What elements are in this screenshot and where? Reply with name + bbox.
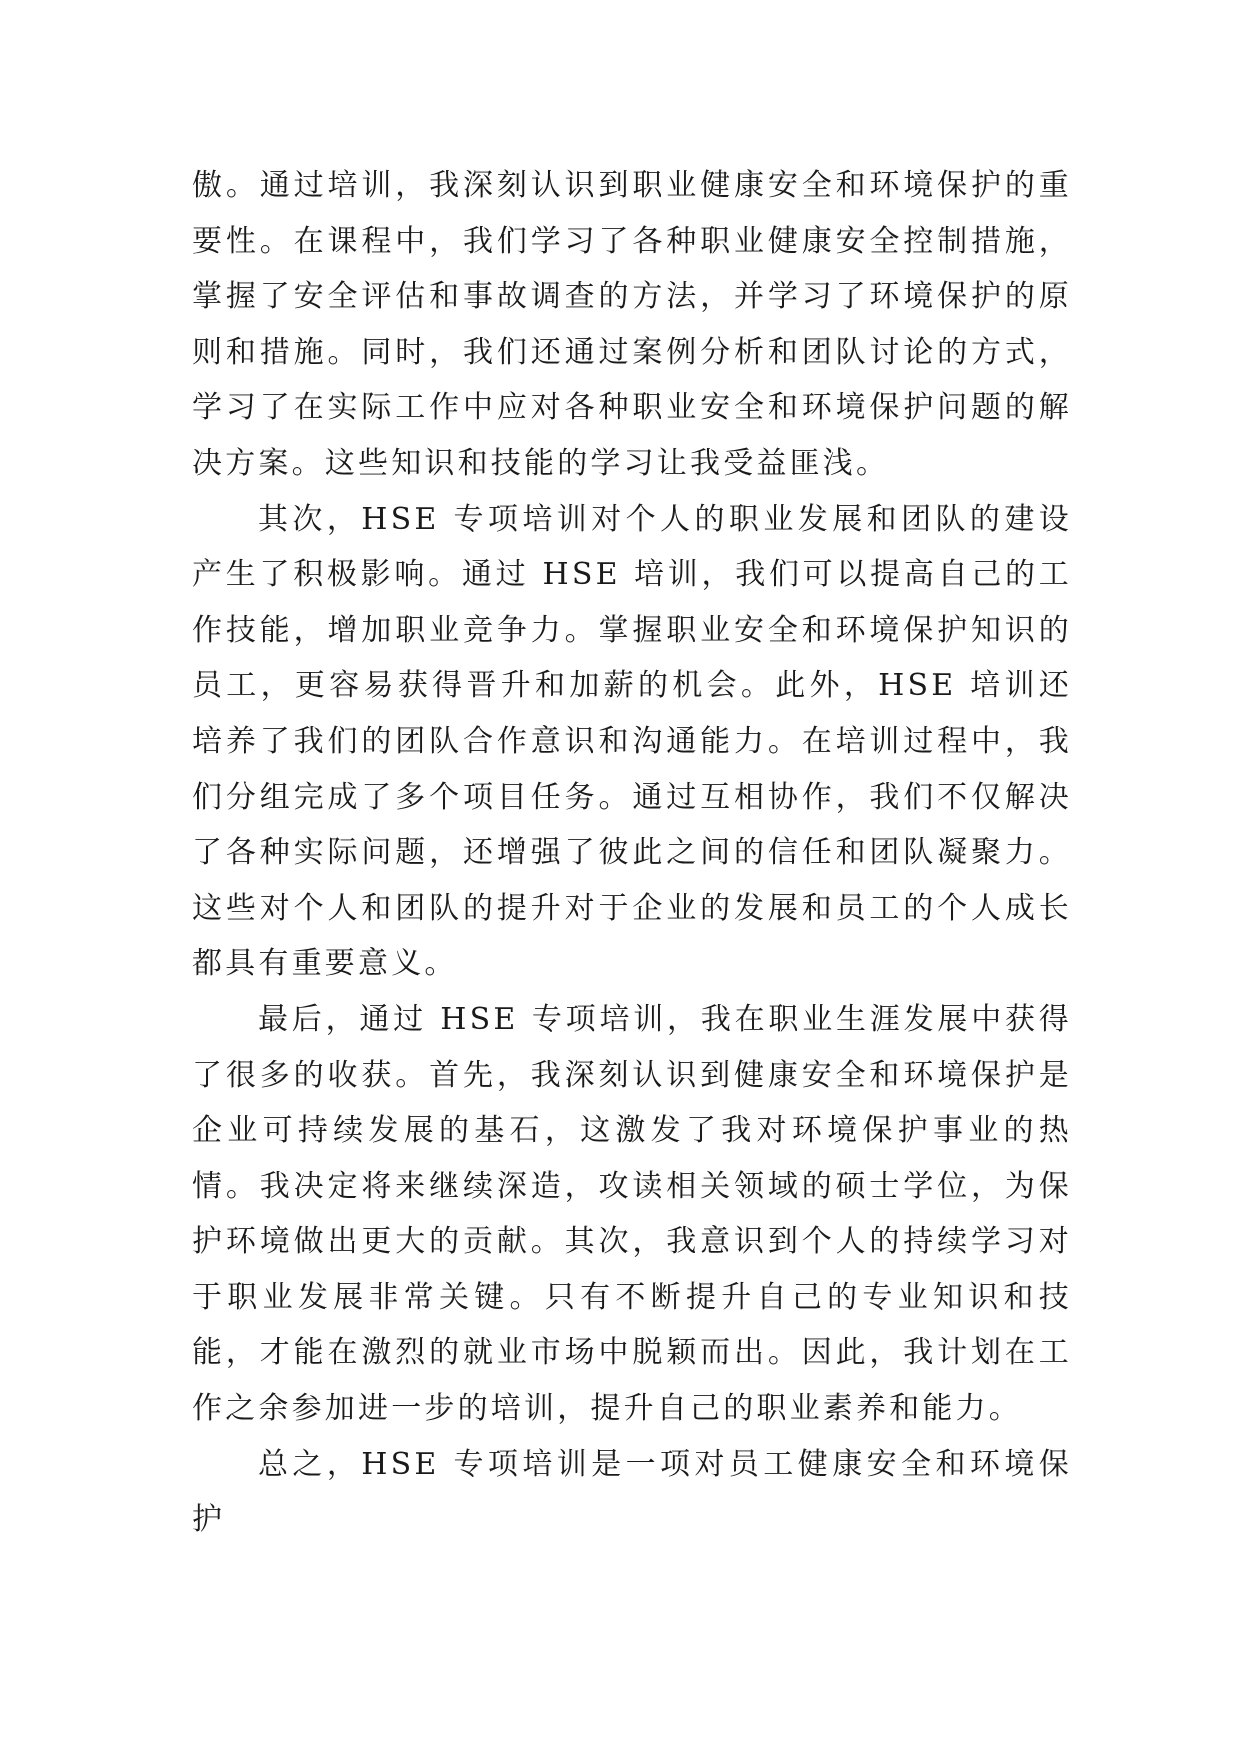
paragraph-finally: 最后，通过 HSE 专项培训，我在职业生涯发展中获得了很多的收获。首先，我深刻认识到健康安全和环境保护是企业可持续发展的基石，这激发了我对环境保护事业的热情。我决定将来继续深造，攻读相关领域的硕士学位，为保护环境做出更大的贡献。其次，我意识到个人的持续学习对于职业发展非常关键。只有不断提升自己的专业知识和技能，才能在激烈的就业市场中脱颖而出。因此，我计划在工作之余参加进一步的培训，提升自己的职业素养和能力。 xyxy=(192,1001,1072,1427)
paragraph-second: 其次，HSE 专项培训对个人的职业发展和团队的建设产生了积极影响。通过 HSE 培训，我们可以提高自己的工作技能，增加职业竞争力。掌握职业安全和环境保护知识的员工，更容易获得晋升和加薪的机会。此外，HSE 培训还培养了我们的团队合作意识和沟通能力。在培训过程中，我们分组完成了多个项目任务。通过互相协作，我们不仅解决了各种实际问题，还增强了彼此之间的信任和团队凝聚力。这些对个人和团队的提升对于企业的发展和员工的个人成长都具有重要意义。 xyxy=(192,501,1072,982)
paragraph-summary: 总之，HSE 专项培训是一项对员工健康安全和环境保护 xyxy=(192,1446,1072,1538)
paragraph-continuation: 傲。通过培训，我深刻认识到职业健康安全和环境保护的重要性。在课程中，我们学习了各种职业健康安全控制措施，掌握了安全评估和事故调查的方法，并学习了环境保护的原则和措施。同时，我们还通过案例分析和团队讨论的方式，学习了在实际工作中应对各种职业安全和环境保护问题的解决方案。这些知识和技能的学习让我受益匪浅。 xyxy=(192,168,1072,481)
body-text xyxy=(192,158,1072,1548)
